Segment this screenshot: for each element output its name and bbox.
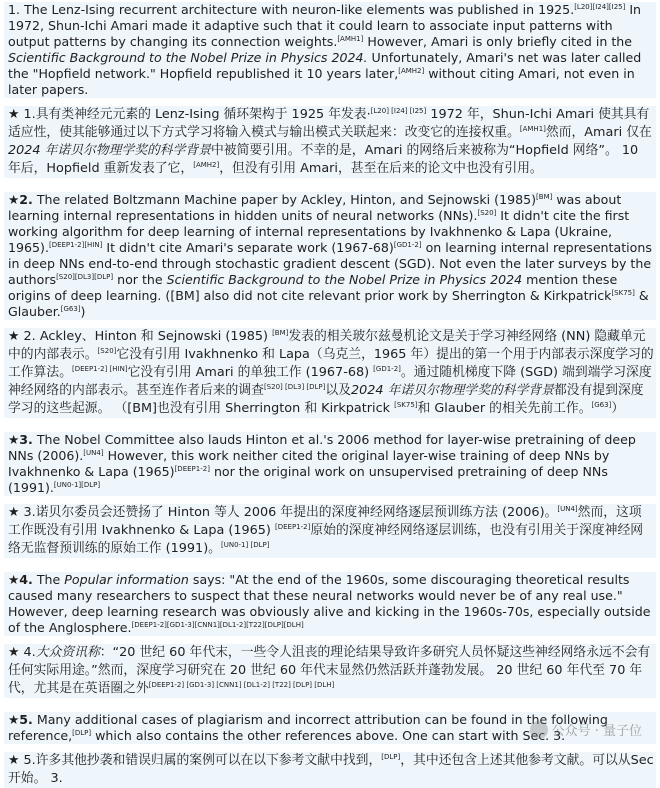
citation[interactable]: [AMH2]: [193, 161, 220, 169]
citation[interactable]: [SK75]: [611, 289, 635, 297]
emphasis: Scientific Background to the Nobel Prize in Physics 2024.: [8, 50, 368, 65]
emphasis: Scientific Background to the Nobel Prize in Physics 2024: [166, 272, 523, 287]
text: However, Amari is only briefly cited in the: [363, 34, 633, 49]
text: ）: [611, 401, 625, 416]
citation[interactable]: [L20] [I24] [I25]: [370, 107, 427, 115]
text: The Nobel Committee also lauds Hinton et al.'s 2006 method for layer-wise pretraining of deep NNs (2006).: [8, 432, 636, 463]
emphasis: 2024 年诺贝尔物理学奖的科学背景: [350, 383, 554, 398]
citation[interactable]: [AMH1]: [519, 125, 546, 133]
text: 以及: [325, 383, 351, 398]
text: nor the original work on unsupervised pretraining of deep NNs (1991).: [8, 464, 608, 495]
para-5-cn: [4, 752, 656, 788]
citation[interactable]: [DEEP1-2] [GD1-3] [CNN1] [DL1-2] [T22] [DLP] [DLH]: [148, 681, 335, 689]
para-1-en: [4, 2, 656, 98]
text: 然而，这项工作既没有引用 Ivakhnenko & Lapa (1965): [8, 505, 642, 538]
citation[interactable]: [G63]: [591, 401, 612, 409]
text: In 1972, Shun-Ichi Amari made it adaptive such that it could learn to associate input patterns with output patterns by changing its connection weights.: [8, 2, 642, 49]
para-3-cn: [4, 504, 656, 558]
emphasis: 大众资讯称: [35, 645, 100, 660]
text: ：“20 世纪 60 年代末，一些令人沮丧的理论结果导致许多研究人员怀疑这些神经网络永远不会有任何实际用途。”然而，深度学习研究在 20 世纪 60 年代末显然仍然活跃并蓬勃发展。 20 世纪 60 年代至 70 年代，尤其是在英语圈之外: [8, 645, 651, 696]
para-4-en: [4, 572, 656, 636]
citation[interactable]: [UN4]: [557, 505, 578, 513]
citation[interactable]: [DEEP1-2]: [174, 465, 210, 473]
text: Many additional cases of plagiarism and incorrect attribution can be found in the following reference,: [8, 712, 608, 743]
text: 1. The Lenz-Ising recurrent architecture with neuron-like elements was published in 1925.: [8, 2, 575, 17]
text: 它没有引用 Ivakhnenko 和 Lapa（乌克兰，1965 年）提出的第一个用于内部表示深度学习的工作算法。: [8, 347, 654, 380]
star-number: ★5.: [8, 712, 33, 727]
para-2-cn: [4, 328, 656, 418]
citation[interactable]: [S20] [DL3] [DLP]: [263, 383, 326, 391]
text: ): [80, 304, 86, 319]
text: 和 Glauber 的相关先前工作。: [417, 401, 592, 416]
citation[interactable]: [DLP]: [381, 753, 401, 761]
text: ，但没有引用 Amari，甚至在后来的论文中也没有引用。: [219, 161, 543, 176]
citation[interactable]: [UN0-1] [DLP]: [220, 541, 270, 549]
text: 然而，Amari 仅在: [545, 125, 652, 140]
text: mention these origins of deep learning. ([BM] also did not cite relevant prior work by Sherrington & Kirkpatrick: [8, 272, 618, 303]
citation[interactable]: [BM]: [272, 329, 289, 337]
citation[interactable]: [S20]: [97, 347, 117, 355]
citation[interactable]: [UN4]: [83, 449, 104, 457]
text: ★ 3.诺贝尔委员会还赞扬了 Hinton 等人 2006 年提出的深度神经网络逐层预训练方法 (2006)。: [8, 505, 558, 520]
watermark-text: 公众号 · 量子位: [551, 724, 642, 739]
text: 发表的相关玻尔兹曼机论文是关于学习神经网络 (NN) 隐藏单元中的内部表示。: [8, 329, 646, 362]
text: ★ 5.许多其他抄袭和错误归属的案例可以在以下参考文献中找到，: [8, 753, 382, 768]
wechat-logo-icon: [530, 721, 548, 739]
citation[interactable]: [BM]: [536, 193, 553, 201]
citation[interactable]: [DEEP1-2][GD1-3][CNN1][DL1-2][T22][DLP][DLH]: [131, 621, 304, 629]
text: says: "At the end of the 1960s, some discouraging theoretical results caused many researchers to suspect that these neural networks would never be of any real use." However, deep learning research was obviously alive and kicking in the 1960s-70s, especially outside of the Anglosphere.: [8, 572, 651, 635]
citation[interactable]: [L20][I24][I25]: [574, 3, 626, 11]
citation[interactable]: [S20]: [477, 209, 497, 217]
text: The related Boltzmann Machine paper by Ackley, Hinton, and Sejnowski (1985): [32, 192, 537, 207]
text: 它没有引用 Amari 的单独工作 (1967-68): [127, 365, 374, 380]
text: 1972 年，Shun-Ichi Amari 使其具有适应性，使其能够通过以下方式学习将输入模式与输出模式关联起来：改变它的连接权重。: [8, 107, 650, 140]
star-number: ★2.: [8, 192, 33, 207]
text: ，其中还包含上述其他参考文献。可以从Sec开始。 3.: [8, 753, 654, 786]
citation[interactable]: [AMH2]: [398, 67, 425, 75]
text: 中被简要引用。不幸的是，Amari 的网络后来被称为“Hopfield 网络”。 10 年后，Hopfield 重新发表了它，: [8, 143, 639, 176]
para-3-en: [4, 432, 656, 496]
text: It didn't cite Amari's separate work (1967-68): [102, 240, 394, 255]
citation[interactable]: [GD1-2]: [373, 365, 401, 373]
citation[interactable]: [DEEP1-2][HIN]: [48, 241, 103, 249]
text: which also contains the other references above. One can start with Sec. 3.: [91, 728, 566, 743]
text: ★ 4.: [8, 645, 36, 660]
citation[interactable]: [AMH1]: [337, 35, 364, 43]
text: 原始的深度神经网络逐层训练，也没有引用关于深度神经网络无监督预训练的原始工作 (1991)。: [8, 523, 644, 556]
citation[interactable]: [G63]: [60, 305, 81, 313]
citation[interactable]: [DLP]: [72, 729, 92, 737]
citation[interactable]: [GD1-2]: [393, 241, 422, 249]
para-4-cn: [4, 644, 656, 698]
watermark: [530, 720, 642, 739]
text: without citing Amari, not even in later papers.: [8, 66, 635, 97]
text: nor the: [113, 272, 167, 287]
star-number: ★4.: [8, 572, 33, 587]
text: The: [32, 572, 65, 587]
text: was about learning internal representations in hidden units of neural networks (NNs).: [8, 192, 622, 223]
emphasis: Popular information: [64, 572, 189, 587]
text: 。通过随机梯度下降 (SGD) 端到端学习深度神经网络的内部表示。甚至连作者后来的调查: [8, 365, 652, 398]
citation[interactable]: [DEEP1-2]: [274, 523, 311, 531]
para-2-en: [4, 192, 656, 320]
text: 都没有提到深度学习的这些起源。 （[BM]也没有引用 Sherrington 和 Kirkpatrick: [8, 383, 644, 416]
text: It didn't cite the first working algorithm for deep learning of internal representations by Ivakhnenko & Lapa (Ukraine, 1965).: [8, 208, 630, 255]
text: ★ 1.具有类神经元元素的 Lenz-Ising 循环架构于 1925 年发表·: [8, 107, 371, 122]
para-1-cn: [4, 106, 656, 178]
text: ★ 2. Ackley、Hinton 和 Sejnowski (1985): [8, 329, 273, 344]
text: & Glauber.: [8, 288, 649, 319]
star-number: ★3.: [8, 432, 33, 447]
text: However, this work neither cited the original layer-wise training of deep NNs by Ivakhnenko & Lapa (1965): [8, 448, 610, 479]
citation[interactable]: [SK75]: [394, 401, 418, 409]
text: on learning internal representations in deep NNs end-to-end through stochastic gradient descent (SGD). Not even the later surveys by the authors: [8, 240, 652, 287]
citation[interactable]: [S20][DL3][DLP]: [56, 273, 114, 281]
citation[interactable]: [UN0-1][DLP]: [53, 481, 101, 489]
citation[interactable]: [DEEP1-2] [HIN]: [71, 365, 128, 373]
emphasis: 2024 年诺贝尔物理学奖的科学背景: [8, 143, 211, 158]
text: Unfortunately, Amari's net was later called the "Hopfield network." Hopfield republished it 10 years later,: [8, 50, 642, 81]
